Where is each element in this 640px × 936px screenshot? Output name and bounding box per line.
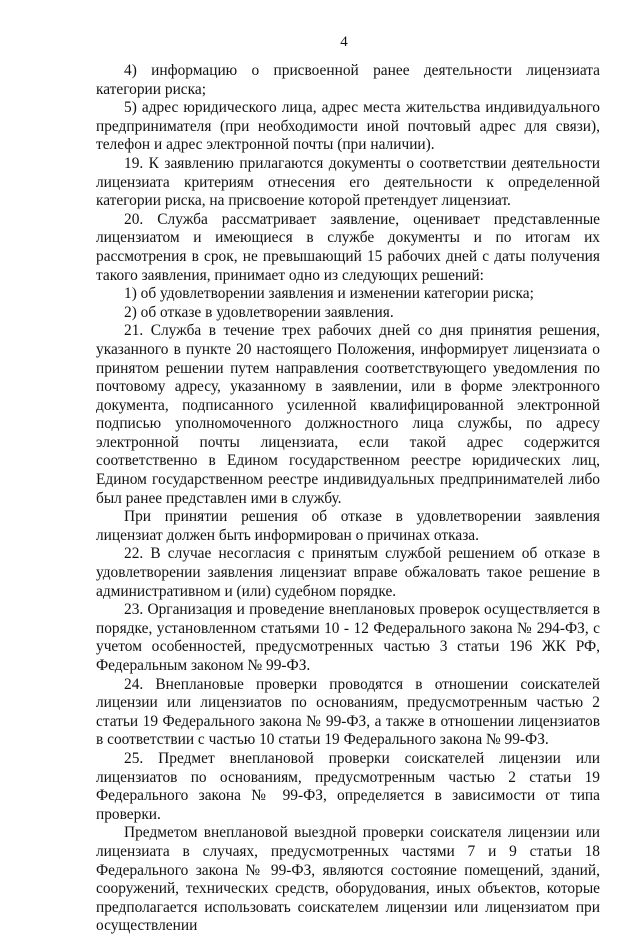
page-number: 4: [340, 34, 348, 50]
paragraph-refusal-notice: При принятии решения об отказе в удовлетворении заявления лицензиат должен быть информирован о причинах отказа.: [96, 508, 600, 544]
paragraph-20: 20. Служба рассматривает заявление, оценивает представленные лицензиатом и имеющиеся в службе документы и по итогам их рассмотрения в срок, не превышающий 15 рабочих дней с даты получения такого заявления, принимает одно из следующих решений:: [96, 210, 600, 284]
paragraph-decision-2: 2) об отказе в удовлетворении заявления.: [124, 303, 394, 321]
paragraph-22: 22. В случае несогласия с принятым службой решением об отказе в удовлетворении заявления лицензиат вправе обжаловать такое решение в административном и (или) судебном порядке.: [96, 545, 600, 600]
paragraph-item-5-address: 5) адрес юридического лица, адрес места жительства индивидуального предпринимателя (при необходимости иной почтовый адрес для связи), телефон и адрес электронной почты (при наличии).: [96, 99, 600, 154]
paragraph-item-4-risk-category: 4) информацию о присвоенной ранее деятельности лицензиата категории риска;: [96, 62, 600, 98]
paragraph-24: 24. Внеплановые проверки проводятся в отношении соискателей лицензии или лицензиатов по основаниям, предусмотренным частью 2 статьи 19 Федерального закона № 99-ФЗ, а также в отношении лицензиатов в соответствии с частью 10 статьи 19 Федерального закона № 99-ФЗ.: [96, 675, 600, 749]
paragraph-decision-1: 1) об удовлетворении заявления и изменении категории риска;: [124, 285, 534, 303]
paragraph-21: 21. Служба в течение трех рабочих дней со дня принятия решения, указанного в пункте 20 настоящего Положения, информирует лицензиата о принятом решении путем направления соответствующего уведомления по почтовому адресу, указанному в заявлении, или в форме электронного документа, подписанного усиленной квалифицированной электронной подписью уполномоченного должностного лица службы, по адресу электронной почты лицензиата, если такой адрес содержится соответственно в Едином государственном реестре юридических лиц, Едином государственном реестре индивидуальных предпринимателей либо был ранее представлен ими в службу.: [96, 322, 600, 507]
paragraph-inspection-subject: Предметом внеплановой выездной проверки соискателя лицензии или лицензиата в случаях, предусмотренных частями 7 и 9 статьи 18 Федерального закона № 99-ФЗ, являются состояние помещений, зданий, сооружений, технических средств, оборудования, иных объектов, которые предполагается использовать соискателем лицензии или лицензиатом при осуществлении: [96, 824, 600, 935]
document-body: [96, 62, 600, 936]
paragraph-19: 19. К заявлению прилагаются документы о соответствии деятельности лицензиата критериям отнесения его деятельности к определенной категории риска, на присвоение которой претендует лицензиат.: [96, 154, 600, 210]
paragraph-25: 25. Предмет внеплановой проверки соискателей лицензии или лицензиатов по основаниям, предусмотренным частью 2 статьи 19 Федерального закона № 99-ФЗ, определяется в зависимости от типа проверки.: [96, 749, 600, 823]
paragraph-23: 23. Организация и проведение внеплановых проверок осуществляется в порядке, установленном статьями 10 - 12 Федерального закона № 294-ФЗ, с учетом особенностей, предусмотренных частью 3 статьи 196 ЖК РФ, Федеральным законом № 99-ФЗ.: [96, 601, 600, 674]
